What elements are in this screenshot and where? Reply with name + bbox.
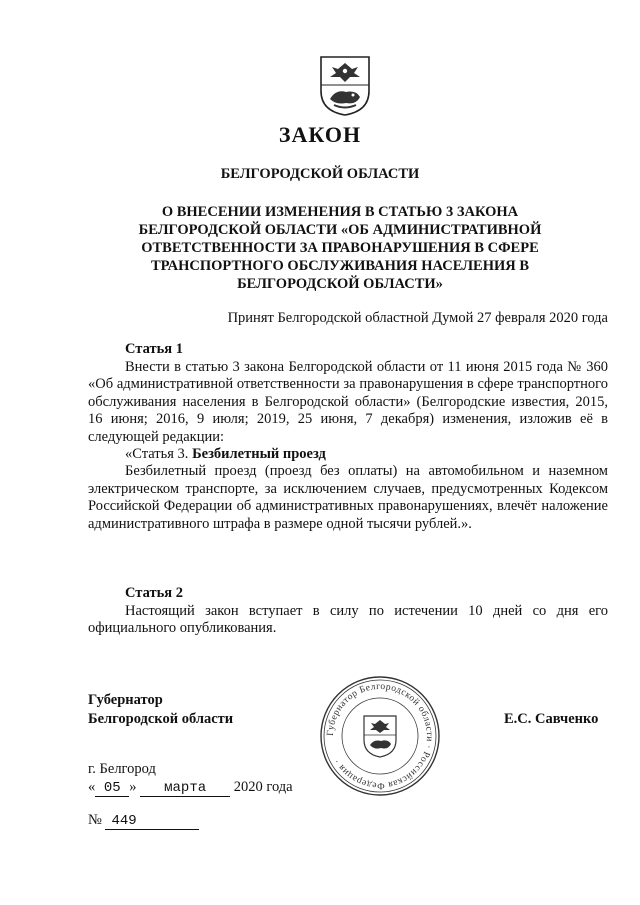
city: г. Белгород: [88, 761, 156, 777]
governor-title-line-2: Белгородской области: [88, 711, 234, 727]
article-2: [88, 585, 608, 638]
number-value: 449: [105, 813, 199, 830]
quoted-article-heading-line: [88, 446, 608, 463]
coat-of-arms-icon: [318, 55, 372, 117]
date-line: [88, 779, 293, 797]
document-number: [88, 812, 199, 830]
date-open-quote: «: [88, 779, 96, 795]
date-close-quote: »: [129, 779, 137, 795]
quoted-article-body: Безбилетный проезд (проезд без оплаты) на автомобильном и наземном электрическом транспорте, за исключением случаев, предусмотренных Кодексом Российской Федерации об административных правонарушениях, влечёт наложение административного штрафа в размере одной тысячи рублей.».: [88, 463, 608, 532]
number-prefix: №: [88, 812, 102, 828]
date-year: 2020 года: [233, 779, 293, 795]
article-2-paragraph: Настоящий закон вступает в силу по истечении 10 дней со дня его официального опубликования.: [88, 603, 608, 637]
governor-title-line-1: Губернатор: [88, 692, 163, 708]
governor-title: [88, 691, 233, 729]
adopted-line: Принят Белгородской областной Думой 27 февраля 2020 года: [227, 310, 608, 326]
article-2-heading: Статья 2: [125, 585, 183, 601]
governor-name: Е.С. Савченко: [504, 711, 599, 727]
article-1-paragraph: Внести в статью 3 закона Белгородской области от 11 июня 2015 года № 360 «Об административной ответственности за правонарушения в сфере транспортного обслуживания населения в Белгородской области» (Белгородские известия, 2015, 16 июня; 2016, 9 июля; 2019, 25 июня, 7 декабря) изменения, изложив её в следующей редакции:: [88, 359, 608, 445]
document-region: БЕЛГОРОДСКОЙ ОБЛАСТИ: [220, 166, 420, 182]
article-1-heading: Статья 1: [125, 341, 183, 357]
law-name: О ВНЕСЕНИИ ИЗМЕНЕНИЯ В СТАТЬЮ 3 ЗАКОНА БЕЛГОРОДСКОЙ ОБЛАСТИ «ОБ АДМИНИСТРАТИВНОЙ ОТВЕТСТВЕННОСТИ ЗА ПРАВОНАРУШЕНИЯ В СФЕРЕ ТРАНСПОРТНОГО ОБСЛУЖИВАНИЯ НАСЕЛЕНИЯ В БЕЛГОРОДСКОЙ ОБЛАСТИ»: [138, 204, 542, 292]
date-month: марта: [140, 780, 230, 797]
official-seal-icon: [318, 674, 442, 798]
article-1: [88, 341, 608, 533]
seal-text: Губернатор Белгородской области · Российская Федерация ·: [325, 681, 435, 791]
date-day: 05: [95, 780, 129, 797]
document-title: ЗАКОН: [278, 122, 362, 147]
quote-prefix: «Статья 3.: [125, 446, 193, 463]
quote-heading: Безбилетный проезд: [192, 446, 326, 463]
